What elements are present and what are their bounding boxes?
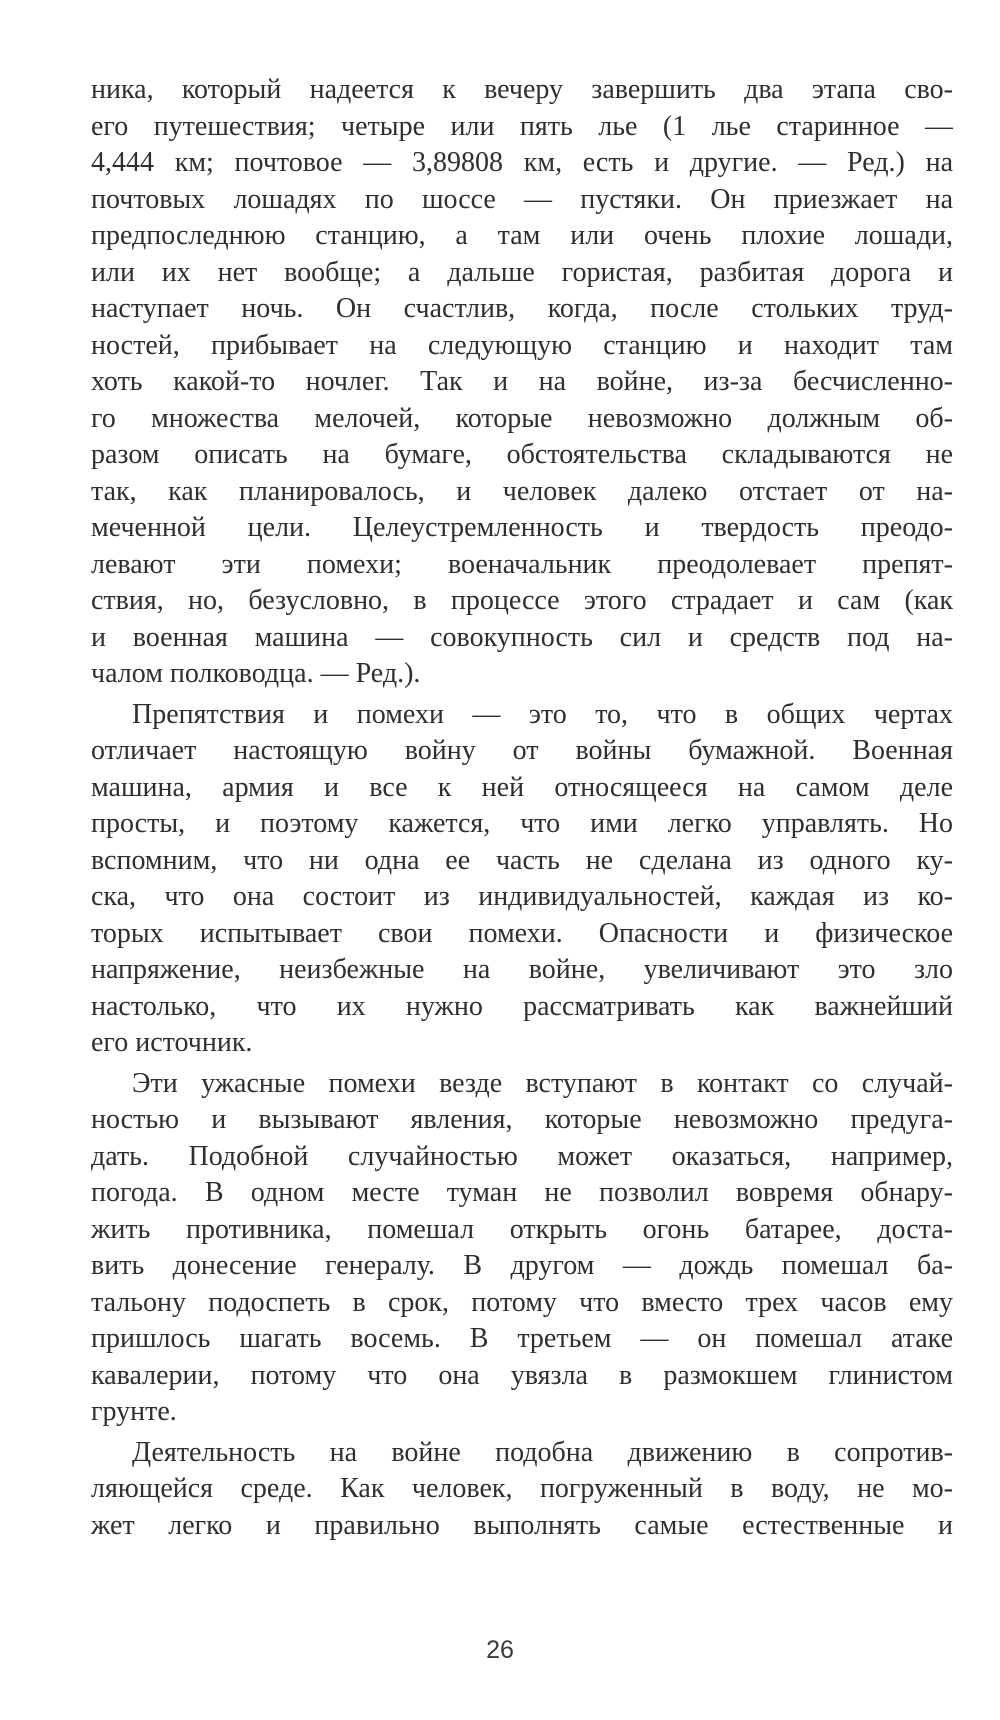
- text-line: наступает ночь. Он счастлив, когда, после стольких труд-: [91, 293, 953, 324]
- paragraph: [91, 1435, 953, 1545]
- text-line: ностей, прибывает на следующую станцию и находит там: [91, 329, 953, 361]
- text-line: так, как планировалось, и человек далеко отстает от на-: [91, 475, 953, 507]
- text-line: дать. Подобной случайностью может оказаться, например,: [91, 1140, 953, 1172]
- text-line: го множества мелочей, которые невозможно должным об-: [91, 402, 953, 434]
- text-line: тальону подоспеть в срок, потому что вместо трех часов ему: [91, 1286, 953, 1318]
- text-line: 4,444 км; почтовое — 3,89808 км, есть и другие. — Ред.) на: [91, 147, 953, 178]
- text-line: пришлось шагать восемь. В третьем — он помешал атаке: [91, 1323, 953, 1354]
- text-line: почтовых лошадях по шоссе — пустяки. Он приезжает на: [91, 183, 953, 215]
- text-line: вить донесение генералу. В другом — дождь помешал ба-: [91, 1250, 953, 1281]
- text-line: отличает настоящую войну от войны бумажной. Военная: [91, 735, 953, 766]
- text-line: разом описать на бумаге, обстоятельства складываются не: [91, 439, 953, 470]
- text-line: ска, что она состоит из индивидуальностей, каждая из ко-: [91, 881, 953, 912]
- text-line: ляющейся среде. Как человек, погруженный в воду, не мо-: [91, 1473, 953, 1504]
- text-line: хоть какой-то ночлег. Так и на войне, из-за бесчисленно-: [91, 366, 953, 397]
- body-text: [91, 72, 953, 1544]
- text-line: предпоследнюю станцию, а там или очень плохие лошади,: [91, 220, 953, 251]
- text-line: или их нет вообще; а дальше гористая, разбитая дорога и: [91, 256, 953, 288]
- text-line: Препятствия и помехи — это то, что в общих чертах: [132, 698, 953, 730]
- text-line: кавалерии, потому что она увязла в размокшем глинистом: [91, 1359, 953, 1391]
- text-line: ника, который надеется к вечеру завершить два этапа сво-: [91, 74, 953, 105]
- text-line: чалом полководца. — Ред.).: [91, 658, 421, 689]
- text-line: ностью и вызывают явления, которые невозможно предуга-: [91, 1104, 953, 1135]
- text-line: Деятельность на войне подобна движению в сопротив-: [132, 1436, 953, 1468]
- text-line: меченной цели. Целеустремленность и твердость преодо-: [91, 512, 953, 543]
- text-line: вспомним, что ни одна ее часть не сделана из одного ку-: [91, 844, 953, 876]
- text-line: его источник.: [91, 1027, 253, 1058]
- text-line: жить противника, помешал открыть огонь батарее, доста-: [91, 1213, 953, 1245]
- text-line: грунте.: [91, 1396, 177, 1427]
- text-line: и военная машина — совокупность сил и средств под на-: [91, 621, 953, 653]
- page-number: 26: [486, 1636, 514, 1664]
- text-line: просты, и поэтому кажется, что ими легко управлять. Но: [91, 808, 953, 839]
- paragraph: [91, 1066, 953, 1431]
- paragraph: [91, 72, 953, 693]
- text-line: машина, армия и все к ней относящееся на самом деле: [91, 771, 953, 803]
- text-line: жет легко и правильно выполнять самые естественные и: [91, 1509, 953, 1541]
- text-line: его путешествия; четыре или пять лье (1 лье старинное —: [91, 110, 953, 142]
- text-line: настолько, что их нужно рассматривать как важнейший: [91, 990, 953, 1022]
- text-line: торых испытывает свои помехи. Опасности и физическое: [91, 917, 953, 949]
- text-line: Эти ужасные помехи везде вступают в контакт со случай-: [132, 1067, 953, 1099]
- text-line: ствия, но, безусловно, в процессе этого страдает и сам (как: [91, 585, 953, 616]
- text-line: левают эти помехи; военачальник преодолевает препят-: [91, 548, 953, 580]
- text-line: погода. В одном месте туман не позволил вовремя обнару-: [91, 1177, 953, 1208]
- paragraph: [91, 697, 953, 1062]
- text-line: напряжение, неизбежные на войне, увеличивают это зло: [91, 954, 953, 985]
